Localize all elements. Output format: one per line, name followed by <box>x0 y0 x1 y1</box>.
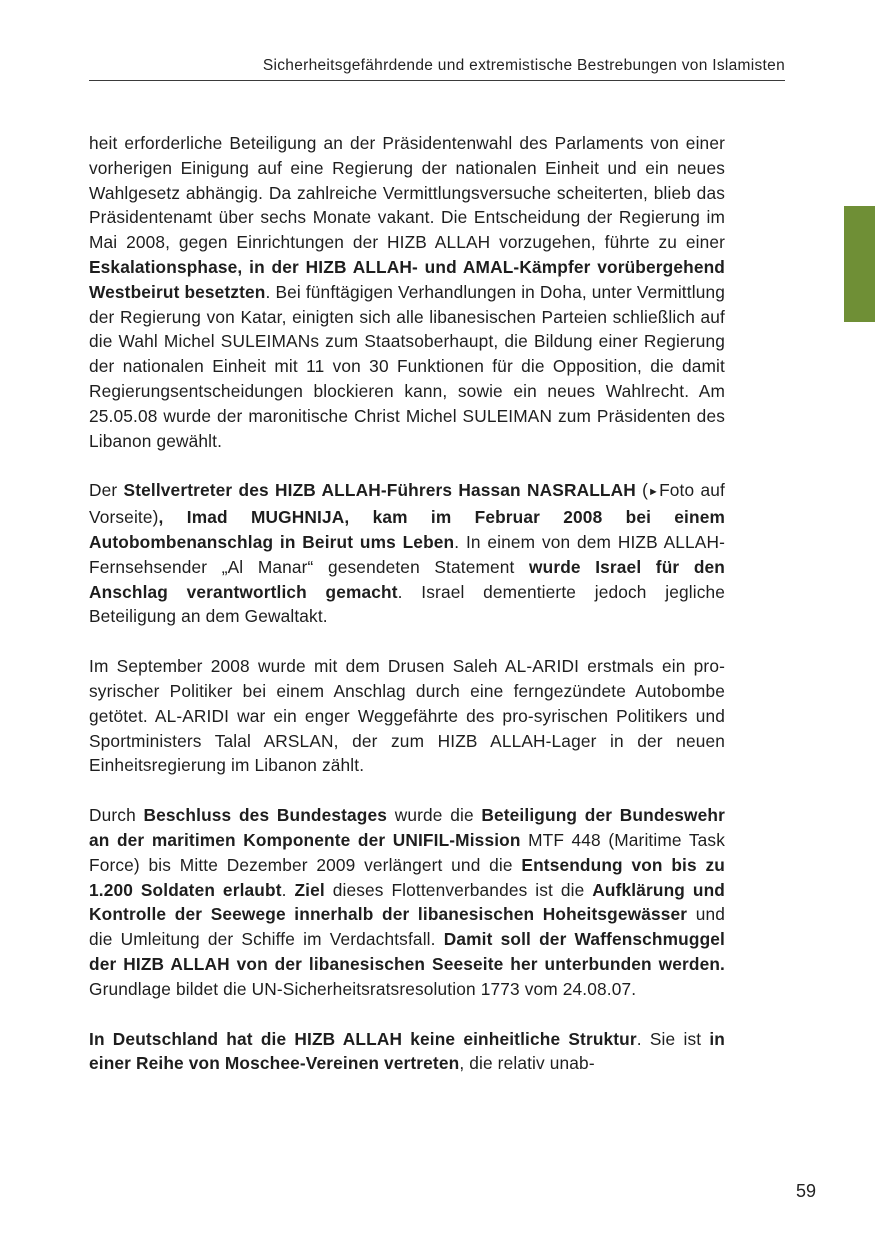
paragraph-5: In Deutschland hat die HIZB ALLAH keine einheitliche Struktur. Sie ist in einer Reihe von Moschee-Vereinen vertreten, die relativ unab- <box>89 1028 726 1074</box>
paragraph-1: heit erforderliche Beteiligung an der Präsidentenwahl des Parlaments von einer vorherigen Einigung auf eine Regierung der nationalen Einheit und ein neues Wahlgesetz abhängig. Da zahlreiche Vermittlungsversuche scheiterten, blieb das Präsidentenamt über sechs Monate vakant. Die Entscheidung der Regierung im Mai 2008, gegen Einrichtungen der HIZB ALLAH vorzugehen, führte zu einer Eskalationsphase, in der HIZB ALLAH- und AMAL-Kämpfer vorübergehend Westbeirut besetzten. Bei fünftägigen Verhandlungen in Doha, unter Vermittlung der Regierung von Katar, einigten sich alle libanesischen Parteien schließlich auf die Wahl Michel SULEIMANs zum Staatsoberhaupt, die Bildung einer Regierung der nationalen Einheit mit 11 von 30 Funktionen für die Opposition, die damit Regierungsentscheidungen blockieren kann, sowie ein neues Wahlrecht. Am 25.05.08 wurde der maronitische Christ Michel SULEIMAN zum Präsidenten des Libanon gewählt. <box>89 133 725 451</box>
paragraph-3: Im September 2008 wurde mit dem Drusen Saleh AL-ARIDI erstmals ein pro-syrischer Politiker bei einem Anschlag durch eine ferngezündete Autobombe getötet. AL-ARIDI war ein enger Weggefährte des pro-syrischen Politikers und Sportministers Talal ARSLAN, der zum HIZB ALLAH-Lager in der neuen Einheitsregierung im Libanon zählt. <box>89 656 725 776</box>
chapter-thumb-tab <box>844 206 875 322</box>
paragraph-2: Der Stellvertreter des HIZB ALLAH-Führers Hassan NASRALLAH (►Foto auf Vorseite), Imad MUGHNIJA, kam im Februar 2008 bei einem Autobombenanschlag in Beirut ums Leben. In einem von dem HIZB ALLAH-Fernsehsender „Al Manar“ gesendeten Statement wurde Israel für den Anschlag verantwortlich gemacht. Israel dementierte jedoch jegliche Beteiligung an dem Gewaltakt. <box>89 480 726 627</box>
arrow-right-icon: ► <box>648 486 660 499</box>
body-text <box>89 131 725 1101</box>
paragraph-4: Durch Beschluss des Bundestages wurde die Beteiligung der Bundeswehr an der maritimen Komponente der UNIFIL-Mission MTF 448 (Maritime Task Force) bis Mitte Dezember 2009 verlängert und die Entsendung von bis zu 1.200 Soldaten erlaubt. Ziel dieses Flottenverbandes ist die Aufklärung und Kontrolle der Seewege innerhalb der libanesischen Hoheitsgewässer und die Umleitung der Schiffe im Verdachtsfall. Damit soll der Waffenschmuggel der HIZB ALLAH von der libanesischen Seeseite her unterbunden werden. Grundlage bildet die UN-Sicherheitsratsresolution 1773 vom 24.08.07. <box>89 805 726 999</box>
page-number: 59 <box>796 1181 817 1201</box>
running-header: Sicherheitsgefährdende und extremistische Bestrebungen von Islamisten <box>89 57 785 81</box>
